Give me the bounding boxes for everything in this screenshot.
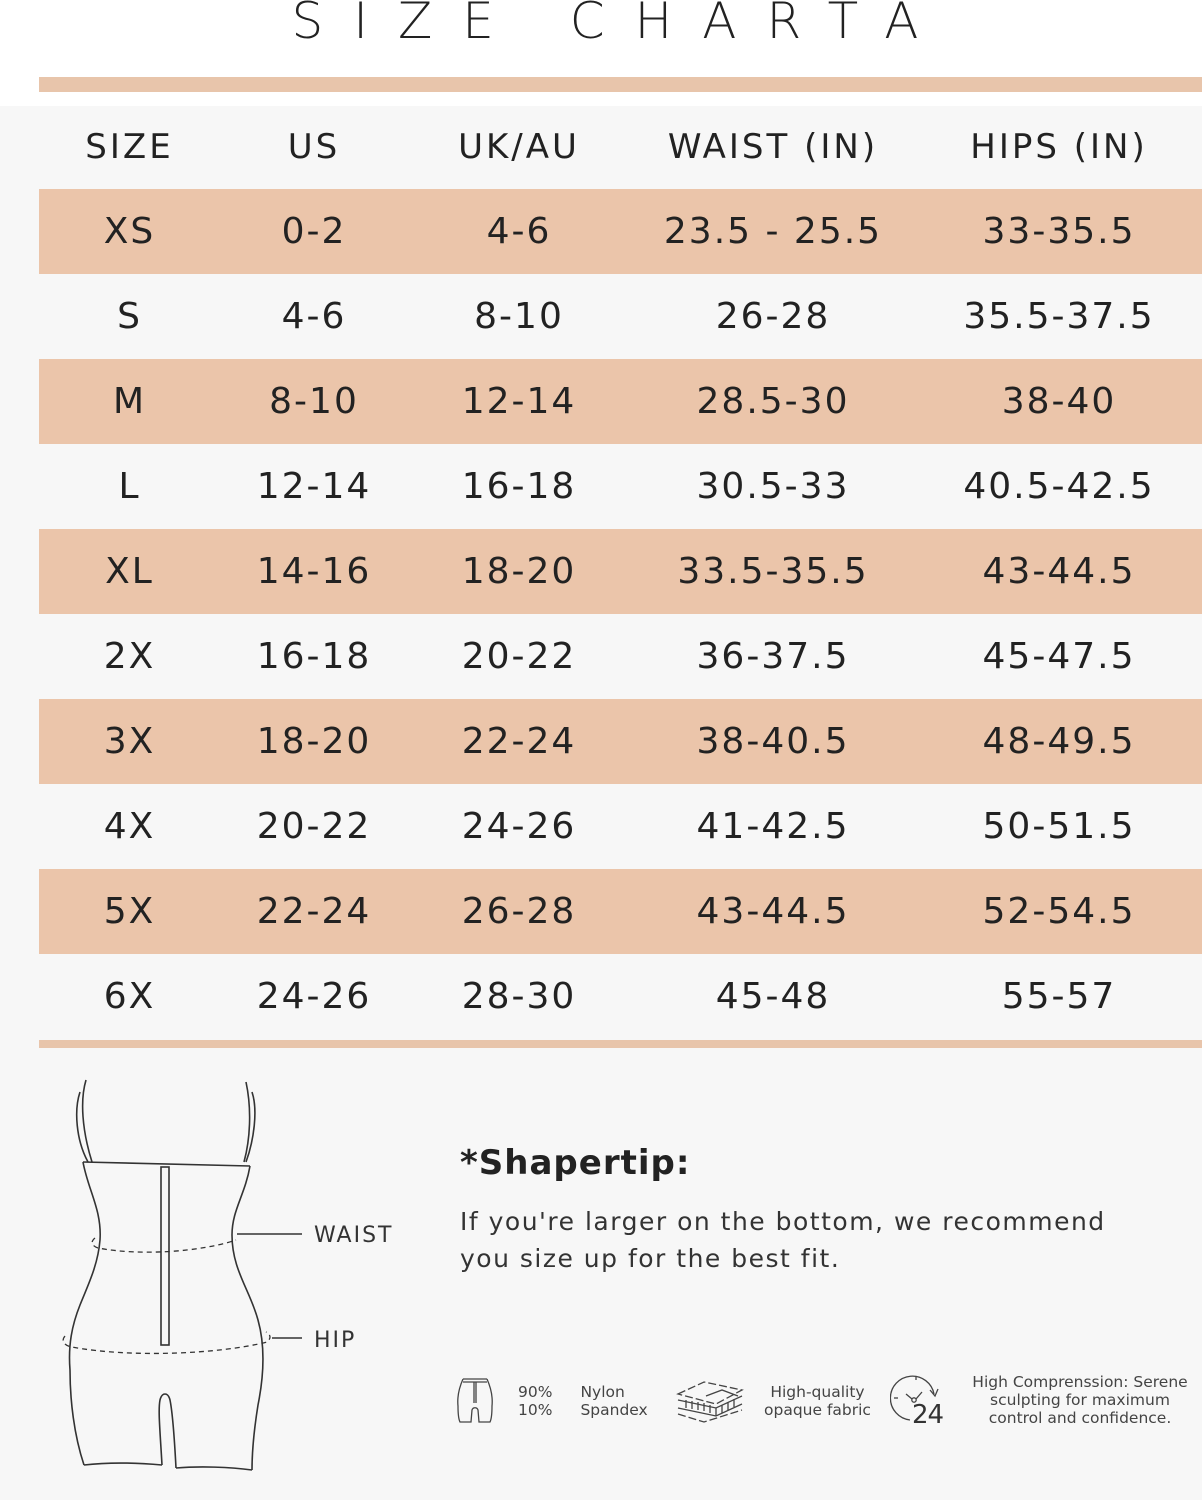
cell-us: 16-18	[256, 636, 372, 677]
table-row	[39, 869, 1202, 954]
compression-line-2: sculpting for maximum	[990, 1391, 1170, 1409]
cell-hips: 33-35.5	[982, 211, 1136, 252]
cell-uk-au: 24-26	[461, 806, 577, 847]
table-row	[39, 189, 1202, 274]
cell-hips: 55-57	[1001, 976, 1117, 1017]
cell-hips: 43-44.5	[982, 551, 1136, 592]
top-divider-bar	[39, 77, 1202, 92]
cell-size: 4X	[103, 806, 156, 847]
cell-waist: 43-44.5	[696, 891, 850, 932]
table-header-row	[39, 104, 1202, 189]
header-us: US	[287, 126, 341, 167]
cell-size: 2X	[103, 636, 156, 677]
cell-us: 20-22	[256, 806, 372, 847]
cell-uk-au: 28-30	[461, 976, 577, 1017]
header-hips: HIPS (IN)	[970, 126, 1148, 167]
cell-hips: 50-51.5	[982, 806, 1136, 847]
cell-us: 8-10	[269, 381, 359, 422]
shapertip-title: *Shapertip:	[460, 1143, 691, 1183]
table-row	[39, 274, 1202, 359]
material-name-1: Nylon	[580, 1383, 625, 1401]
cell-waist: 41-42.5	[696, 806, 850, 847]
cell-us: 12-14	[256, 466, 372, 507]
cell-uk-au: 8-10	[474, 296, 564, 337]
cell-uk-au: 4-6	[486, 211, 552, 252]
shapertip-body: If you're larger on the bottom, we recommend you size up for the best fit.	[460, 1207, 1106, 1273]
clock-24-text: 24	[912, 1400, 944, 1430]
bottom-divider-bar	[39, 1040, 1202, 1048]
hip-label: HIP	[314, 1328, 357, 1353]
cell-size: XS	[103, 211, 156, 252]
cell-hips: 40.5-42.5	[963, 466, 1155, 507]
cell-uk-au: 20-22	[461, 636, 577, 677]
cell-uk-au: 18-20	[461, 551, 577, 592]
bodysuit-icon	[40, 1070, 420, 1490]
cell-waist: 33.5-35.5	[677, 551, 869, 592]
cell-uk-au: 12-14	[461, 381, 577, 422]
cell-waist: 38-40.5	[696, 721, 850, 762]
cell-uk-au: 26-28	[461, 891, 577, 932]
material-name-2: Spandex	[580, 1401, 648, 1419]
header-size: SIZE	[85, 126, 174, 167]
header-waist: WAIST (IN)	[667, 126, 879, 167]
cell-hips: 38-40	[1001, 381, 1117, 422]
cell-us: 22-24	[256, 891, 372, 932]
cell-size: 5X	[103, 891, 156, 932]
cell-waist: 30.5-33	[696, 466, 850, 507]
table-row	[39, 699, 1202, 784]
table-row	[39, 359, 1202, 444]
page-title: SIZE CHARTA	[291, 0, 949, 50]
24-hour-clock-icon	[890, 1370, 946, 1430]
cell-waist: 45-48	[715, 976, 831, 1017]
fabric-line-2: opaque fabric	[764, 1401, 871, 1419]
fabric-line-1: High-quality	[770, 1383, 865, 1401]
cell-hips: 48-49.5	[982, 721, 1136, 762]
fabric-layers-icon	[676, 1378, 744, 1424]
feature-compression	[890, 1370, 1200, 1430]
bodysuit-illustration	[40, 1070, 420, 1490]
table-row	[39, 954, 1202, 1039]
shorts-icon	[455, 1376, 495, 1426]
table-row	[39, 444, 1202, 529]
cell-waist: 28.5-30	[696, 381, 850, 422]
material-percent-1: 90%	[518, 1383, 553, 1401]
table-row	[39, 614, 1202, 699]
cell-waist: 26-28	[715, 296, 831, 337]
size-chart-table	[39, 104, 1202, 1039]
table-row	[39, 529, 1202, 614]
cell-size: L	[118, 466, 141, 507]
cell-uk-au: 22-24	[461, 721, 577, 762]
cell-waist: 36-37.5	[696, 636, 850, 677]
compression-line-1: High Comprenssion: Serene	[972, 1373, 1188, 1391]
material-percent-2: 10%	[518, 1401, 553, 1419]
cell-waist: 23.5 - 25.5	[663, 211, 883, 252]
cell-hips: 35.5-37.5	[963, 296, 1155, 337]
cell-us: 4-6	[281, 296, 347, 337]
cell-us: 18-20	[256, 721, 372, 762]
table-row	[39, 784, 1202, 869]
cell-size: S	[117, 296, 142, 337]
cell-size: XL	[105, 551, 154, 592]
cell-us: 14-16	[256, 551, 372, 592]
cell-size: M	[112, 381, 147, 422]
cell-size: 3X	[103, 721, 156, 762]
cell-us: 24-26	[256, 976, 372, 1017]
cell-size: 6X	[103, 976, 156, 1017]
header-uk-au: UK/AU	[458, 126, 580, 167]
compression-line-3: control and confidence.	[988, 1409, 1172, 1427]
feature-fabric	[676, 1378, 871, 1424]
cell-hips: 52-54.5	[982, 891, 1136, 932]
cell-hips: 45-47.5	[982, 636, 1136, 677]
waist-label: WAIST	[314, 1223, 394, 1248]
feature-material	[455, 1376, 648, 1426]
cell-us: 0-2	[281, 211, 347, 252]
cell-uk-au: 16-18	[461, 466, 577, 507]
